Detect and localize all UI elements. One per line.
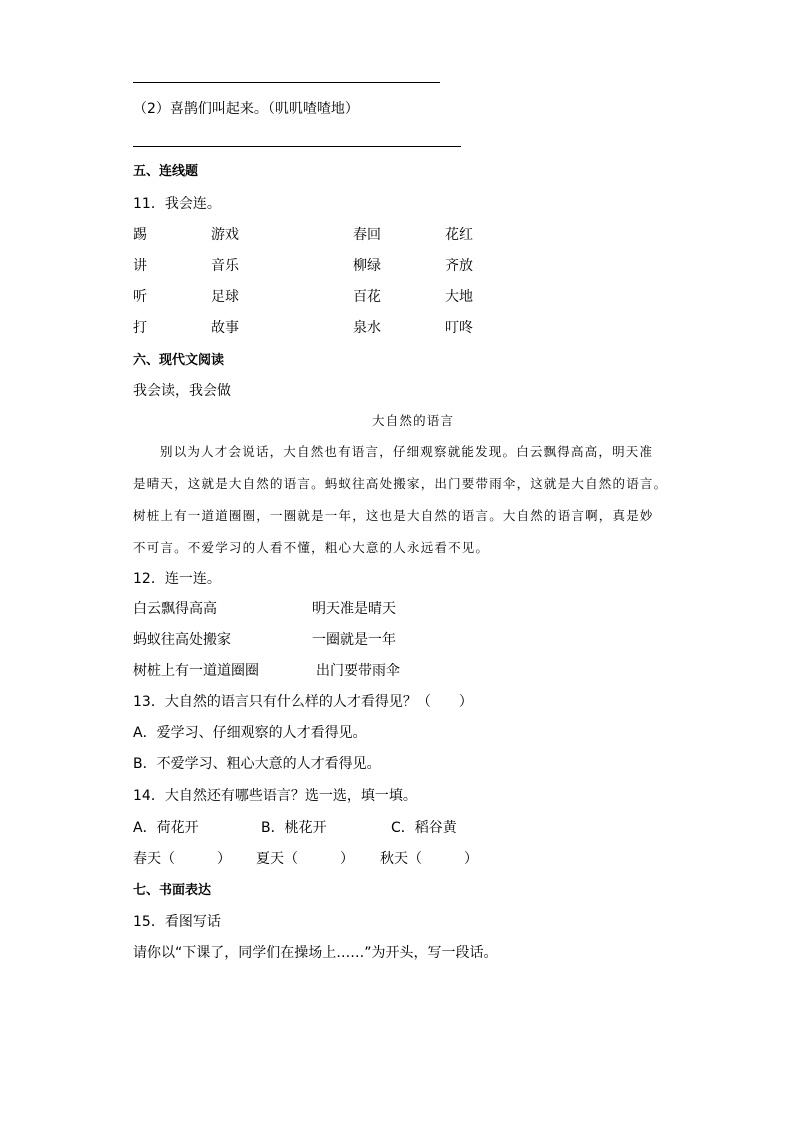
match-cell[interactable]: 讲 [133,258,147,274]
passage-line: 别以为人才会说话，大自然也有语言，仔细观察就能发现。白云飘得高高，明天准 [160,444,654,459]
reading-intro: 我会读，我会做 [133,383,231,399]
match-cell[interactable]: 打 [133,320,147,336]
q13-option-a[interactable]: A．爱学习、仔细观察的人才看得见。 [133,725,367,741]
q12-left-item[interactable]: 白云飘得高高 [133,601,217,617]
match-cell[interactable]: 花红 [445,227,473,243]
match-cell[interactable]: 齐放 [445,258,473,274]
match-cell[interactable]: 叮咚 [445,320,473,336]
q12-right-item[interactable]: 一圈就是一年 [312,632,396,648]
q12-right-item[interactable]: 出门要带雨伞 [316,663,400,679]
q14-blank[interactable]: 夏天（ ） [256,851,354,867]
answer-line-2 [133,146,461,147]
passage-line: 不可言。不爱学习的人看不懂，粗心大意的人永远看不见。 [133,540,490,555]
match-cell[interactable]: 故事 [211,320,239,336]
question-12: 12．连一连。 [133,571,221,587]
question-13: 13．大自然的语言只有什么样的人才看得见？（ ） [133,694,473,710]
q14-option: A．荷花开 [133,820,199,836]
match-cell[interactable]: 百花 [353,289,381,305]
q14-option: B．桃花开 [261,820,327,836]
match-cell[interactable]: 足球 [211,289,239,305]
match-cell[interactable]: 泉水 [353,320,381,336]
q14-blank[interactable]: 春天（ ） [133,851,231,867]
passage-line: 是晴天，这就是大自然的语言。蚂蚁往高处搬家，出门要带雨伞，这就是大自然的语言。 [133,476,668,491]
match-cell[interactable]: 踢 [133,227,147,243]
section6-title: 六、现代文阅读 [133,353,225,368]
q14-blank[interactable]: 秋天（ ） [380,851,478,867]
match-cell[interactable]: 大地 [445,289,473,305]
match-cell[interactable]: 听 [133,289,147,305]
passage-line: 树桩上有一道道圈圈，一圈就是一年，这也是大自然的语言。大自然的语言啊，真是妙 [133,508,654,523]
q13-option-b[interactable]: B．不爱学习、粗心大意的人才看得见。 [133,756,381,772]
passage-title: 大自然的语言 [372,413,455,428]
section7-title: 七、书面表达 [133,883,212,898]
question-11: 11．我会连。 [133,196,221,212]
q14-option: C．稻谷黄 [391,820,457,836]
match-cell[interactable]: 游戏 [211,227,239,243]
q12-left-item[interactable]: 蚂蚁往高处搬家 [133,632,231,648]
question-15: 15．看图写话 [133,914,221,930]
match-cell[interactable]: 春回 [353,227,381,243]
q12-right-item[interactable]: 明天准是晴天 [312,601,396,617]
match-cell[interactable]: 音乐 [211,258,239,274]
question-10-2: （2）喜鹊们叫起来。（叽叽喳喳地） [133,101,359,117]
question-14: 14．大自然还有哪些语言？选一选，填一填。 [133,788,417,804]
section5-title: 五、连线题 [133,164,199,179]
q12-left-item[interactable]: 树桩上有一道道圈圈 [133,663,259,679]
answer-line-1 [133,82,440,83]
match-cell[interactable]: 柳绿 [353,258,381,274]
q15-prompt: 请你以“下课了，同学们在操场上……”为开头，写一段话。 [133,945,498,961]
